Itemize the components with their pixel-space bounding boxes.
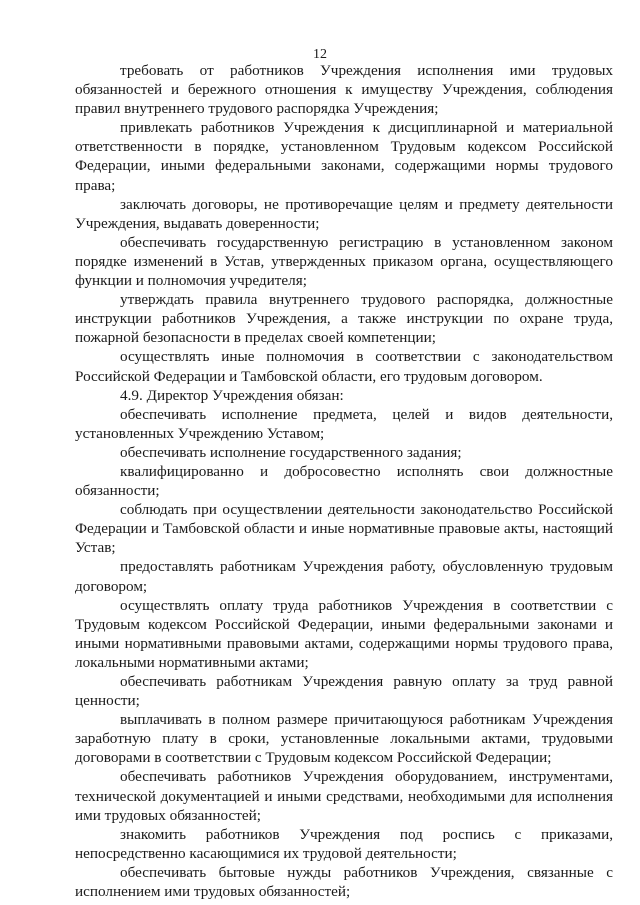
- paragraph-10: квалифицированно и добросовестно исполнять свои должностные обязанности;: [75, 462, 613, 500]
- paragraph-8: обеспечивать исполнение предмета, целей и видов деятельности, установленных Учреждению Уставом;: [75, 405, 613, 442]
- paragraph-1: требовать от работников Учреждения исполнения ими трудовых обязанностей и бережного отношения к имуществу Учреждения, соблюдения правил внутреннего трудового распорядка Учреждения;: [75, 62, 613, 118]
- paragraph-12: предоставлять работникам Учреждения работу, обусловленную трудовым договором;: [75, 558, 613, 595]
- paragraph-15: выплачивать в полном размере причитающуюся работникам Учреждения заработную плату в сроки, установленные локальными актами, трудовыми договорами в соответствии с Трудовым кодексом Российской Федерации;: [75, 711, 613, 767]
- paragraph-17: знакомить работников Учреждения под роспись с приказами, непосредственно касающимися их трудовой деятельности;: [75, 825, 613, 862]
- paragraph-14: обеспечивать работникам Учреждения равную оплату за труд равной ценности;: [75, 673, 613, 710]
- paragraph-2: привлекать работников Учреждения к дисциплинарной и материальной ответственности в порядке, установленном Трудовым кодексом Российской Федерации, иными федеральными законами, содержащими нормы трудового права;: [75, 119, 613, 194]
- paragraph-5: утверждать правила внутреннего трудового распорядка, должностные инструкции работников Учреждения, а также инструкции по охране труда, пожарной безопасности в пределах своей компетенции;: [75, 291, 613, 347]
- paragraph-4: обеспечивать государственную регистрацию в установленном законом порядке изменений в Устав, утвержденных приказом органа, осуществляющего функции и полномочия учредителя;: [75, 233, 613, 290]
- paragraph-3: заключать договоры, не противоречащие целям и предмету деятельности Учреждения, выдавать доверенности;: [75, 195, 613, 232]
- page-number: 12: [313, 47, 327, 62]
- document-body: [75, 61, 613, 901]
- paragraph-13: осуществлять оплату труда работников Учреждения в соответствии с Трудовым кодексом Российской Федерации, иными федеральными законами и иными нормативными правовыми актами, содержащими нормы трудового права, локальными нормативными актами;: [75, 596, 613, 671]
- paragraph-6: осуществлять иные полномочия в соответствии с законодательством Российской Федерации и Тамбовской области, его трудовым договором.: [75, 348, 613, 385]
- paragraph-9: обеспечивать исполнение государственного задания;: [120, 443, 462, 461]
- paragraph-18: обеспечивать бытовые нужды работников Учреждения, связанные с исполнением ими трудовых обязанностей;: [75, 863, 613, 901]
- paragraph-16: обеспечивать работников Учреждения оборудованием, инструментами, технической документацией и иными средствами, необходимыми для исполнения ими трудовых обязанностей;: [75, 768, 613, 824]
- paragraph-11: соблюдать при осуществлении деятельности законодательство Российской Федерации и Тамбовской области и иные нормативные правовые акты, настоящий Устав;: [75, 501, 613, 557]
- section-heading-4-9: 4.9. Директор Учреждения обязан:: [120, 386, 344, 404]
